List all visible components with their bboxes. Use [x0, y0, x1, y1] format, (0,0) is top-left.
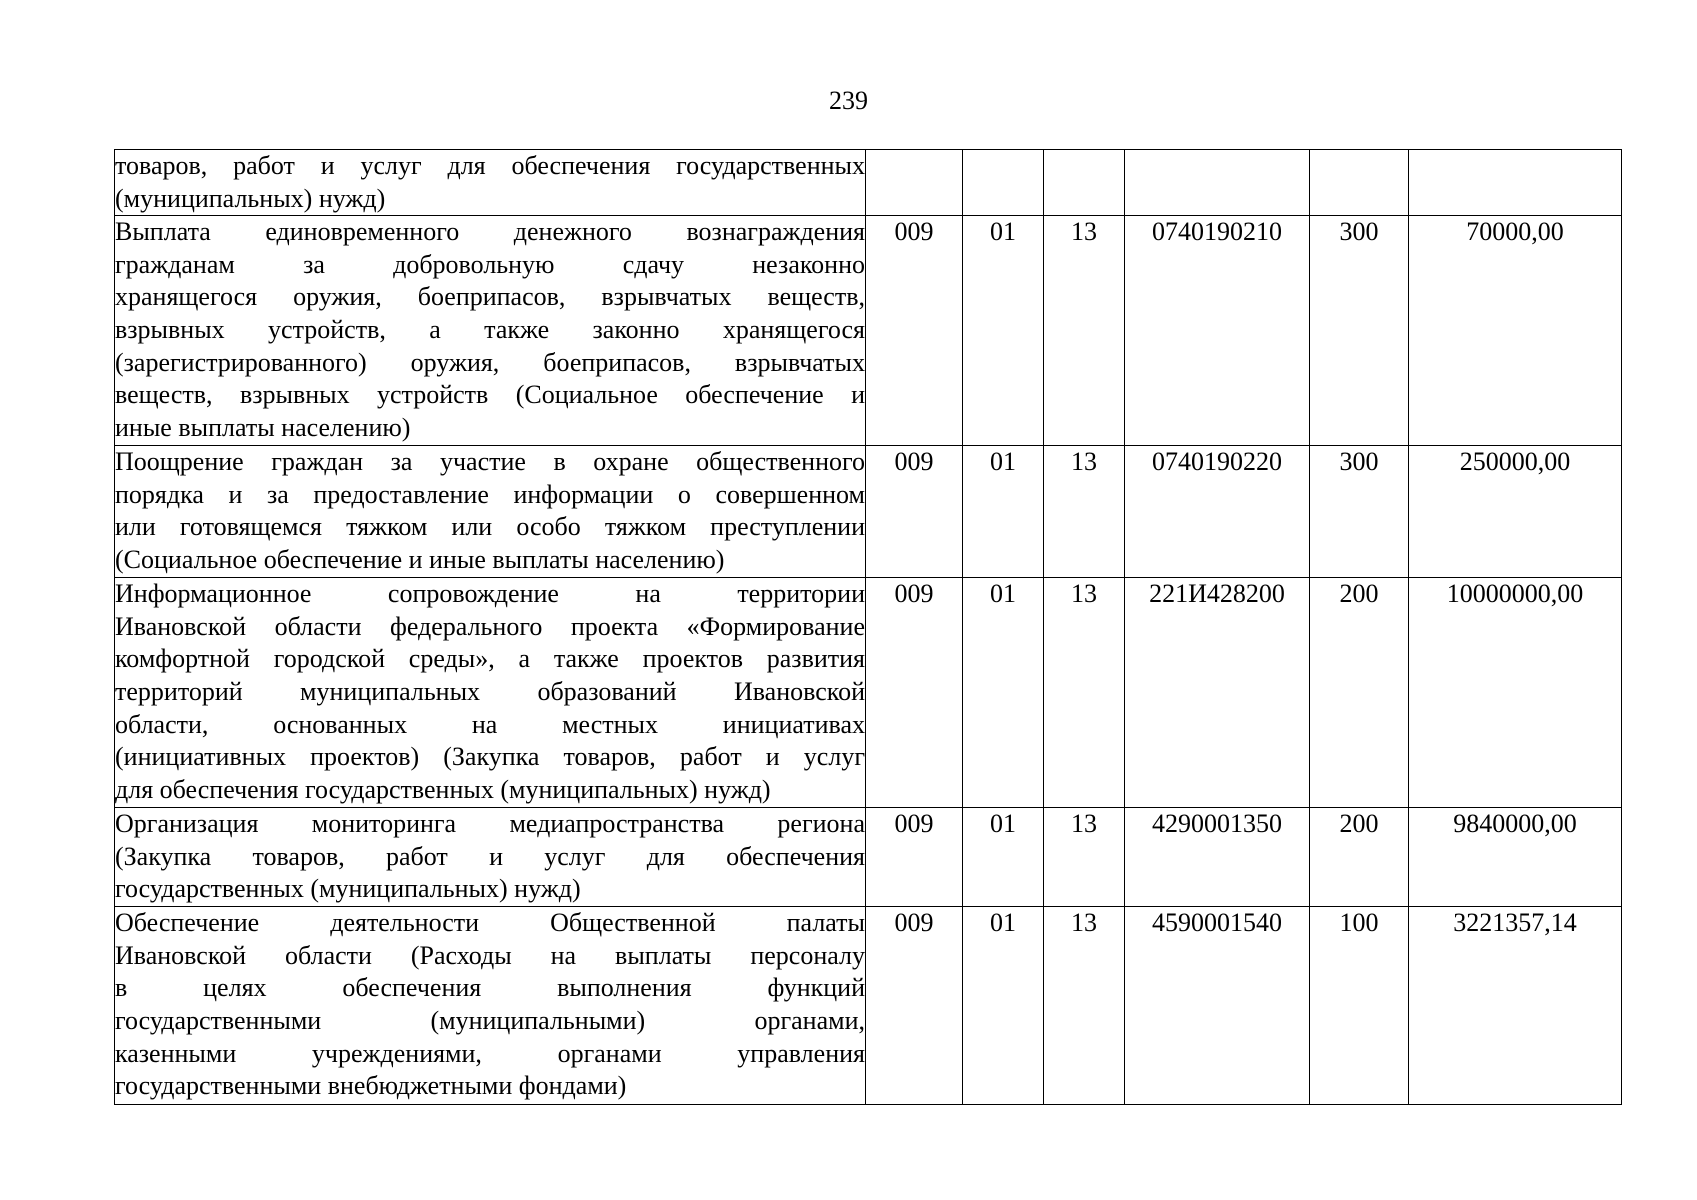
description-line: (инициативных проектов) (Закупка товаров, работ и услуг	[115, 742, 865, 772]
subsection-code-cell: 13	[1044, 907, 1125, 1105]
description-line: территорий муниципальных образований Ивановской	[115, 676, 865, 706]
page-number: 239	[829, 86, 868, 115]
ministry-code-cell: 009	[866, 907, 963, 1105]
subsection-code-cell: 13	[1044, 578, 1125, 808]
description-line: области, основанных на местных инициативах	[115, 709, 865, 739]
expense-type-cell: 300	[1310, 216, 1409, 446]
description-cell	[115, 446, 866, 578]
table-row	[115, 907, 1622, 1105]
target-code-cell: 221И428200	[1125, 578, 1310, 808]
description-line: государственными внебюджетными фондами)	[115, 1071, 627, 1101]
description-line: порядка и за предоставление информации о совершенном	[115, 479, 865, 509]
budget-table	[114, 149, 1622, 1105]
amount-cell: 10000000,00	[1409, 578, 1622, 808]
amount-cell: 9840000,00	[1409, 808, 1622, 907]
ministry-code-cell	[866, 150, 963, 216]
expense-type-cell	[1310, 150, 1409, 216]
section-code-cell: 01	[963, 808, 1044, 907]
description-cell	[115, 808, 866, 907]
table-body	[115, 150, 1622, 1105]
description-line: или готовящемся тяжком или особо тяжком преступлении	[115, 512, 865, 542]
description-line: Поощрение граждан за участие в охране общественного	[115, 447, 865, 477]
section-code-cell: 01	[963, 907, 1044, 1105]
target-code-cell: 0740190220	[1125, 446, 1310, 578]
description-line: гражданам за добровольную сдачу незаконно	[115, 249, 865, 279]
description-line: Организация мониторинга медиапространства региона	[115, 809, 865, 839]
ministry-code-cell: 009	[866, 446, 963, 578]
description-line: казенными учреждениями, органами управления	[115, 1038, 865, 1068]
description-line: товаров, работ и услуг для обеспечения государственных	[115, 151, 865, 180]
description-line: комфортной городской среды», а также проектов развития	[115, 644, 865, 674]
description-line: в целях обеспечения выполнения функций	[115, 973, 865, 1003]
section-code-cell: 01	[963, 578, 1044, 808]
description-line: Ивановской области федерального проекта «Формирование	[115, 611, 865, 641]
description-line: государственными (муниципальными) органами,	[115, 1005, 865, 1035]
amount-cell: 70000,00	[1409, 216, 1622, 446]
description-cell	[115, 150, 866, 216]
subsection-code-cell	[1044, 150, 1125, 216]
description-line: государственных (муниципальных) нужд)	[115, 874, 581, 904]
description-cell	[115, 907, 866, 1105]
expense-type-cell: 200	[1310, 578, 1409, 808]
table-row	[115, 216, 1622, 446]
amount-cell: 3221357,14	[1409, 907, 1622, 1105]
description-cell	[115, 578, 866, 808]
section-code-cell: 01	[963, 446, 1044, 578]
description-line: (муниципальных) нужд)	[115, 183, 386, 213]
description-line: Информационное сопровождение на территории	[115, 579, 865, 609]
description-cell	[115, 216, 866, 446]
description-line: веществ, взрывных устройств (Социальное обеспечение и	[115, 380, 865, 410]
table-row	[115, 150, 1622, 216]
expense-type-cell: 300	[1310, 446, 1409, 578]
amount-cell	[1409, 150, 1622, 216]
description-line: иные выплаты населению)	[115, 412, 411, 442]
table-row	[115, 578, 1622, 808]
subsection-code-cell: 13	[1044, 808, 1125, 907]
section-code-cell: 01	[963, 216, 1044, 446]
table-row	[115, 446, 1622, 578]
ministry-code-cell: 009	[866, 216, 963, 446]
table-row	[115, 808, 1622, 907]
ministry-code-cell: 009	[866, 578, 963, 808]
description-line: взрывных устройств, а также законно хранящегося	[115, 314, 865, 344]
target-code-cell: 4290001350	[1125, 808, 1310, 907]
amount-cell: 250000,00	[1409, 446, 1622, 578]
description-line: Выплата единовременного денежного вознаграждения	[115, 217, 865, 247]
description-line: (Социальное обеспечение и иные выплаты населению)	[115, 544, 725, 574]
subsection-code-cell: 13	[1044, 216, 1125, 446]
ministry-code-cell: 009	[866, 808, 963, 907]
description-line: Обеспечение деятельности Общественной палаты	[115, 908, 865, 938]
section-code-cell	[963, 150, 1044, 216]
target-code-cell	[1125, 150, 1310, 216]
description-line: (Закупка товаров, работ и услуг для обеспечения	[115, 841, 865, 871]
subsection-code-cell: 13	[1044, 446, 1125, 578]
description-line: Ивановской области (Расходы на выплаты персоналу	[115, 940, 865, 970]
target-code-cell: 4590001540	[1125, 907, 1310, 1105]
description-line: хранящегося оружия, боеприпасов, взрывчатых веществ,	[115, 282, 865, 312]
expense-type-cell: 200	[1310, 808, 1409, 907]
target-code-cell: 0740190210	[1125, 216, 1310, 446]
expense-type-cell: 100	[1310, 907, 1409, 1105]
description-line: для обеспечения государственных (муниципальных) нужд)	[115, 774, 771, 804]
description-line: (зарегистрированного) оружия, боеприпасов, взрывчатых	[115, 347, 865, 377]
